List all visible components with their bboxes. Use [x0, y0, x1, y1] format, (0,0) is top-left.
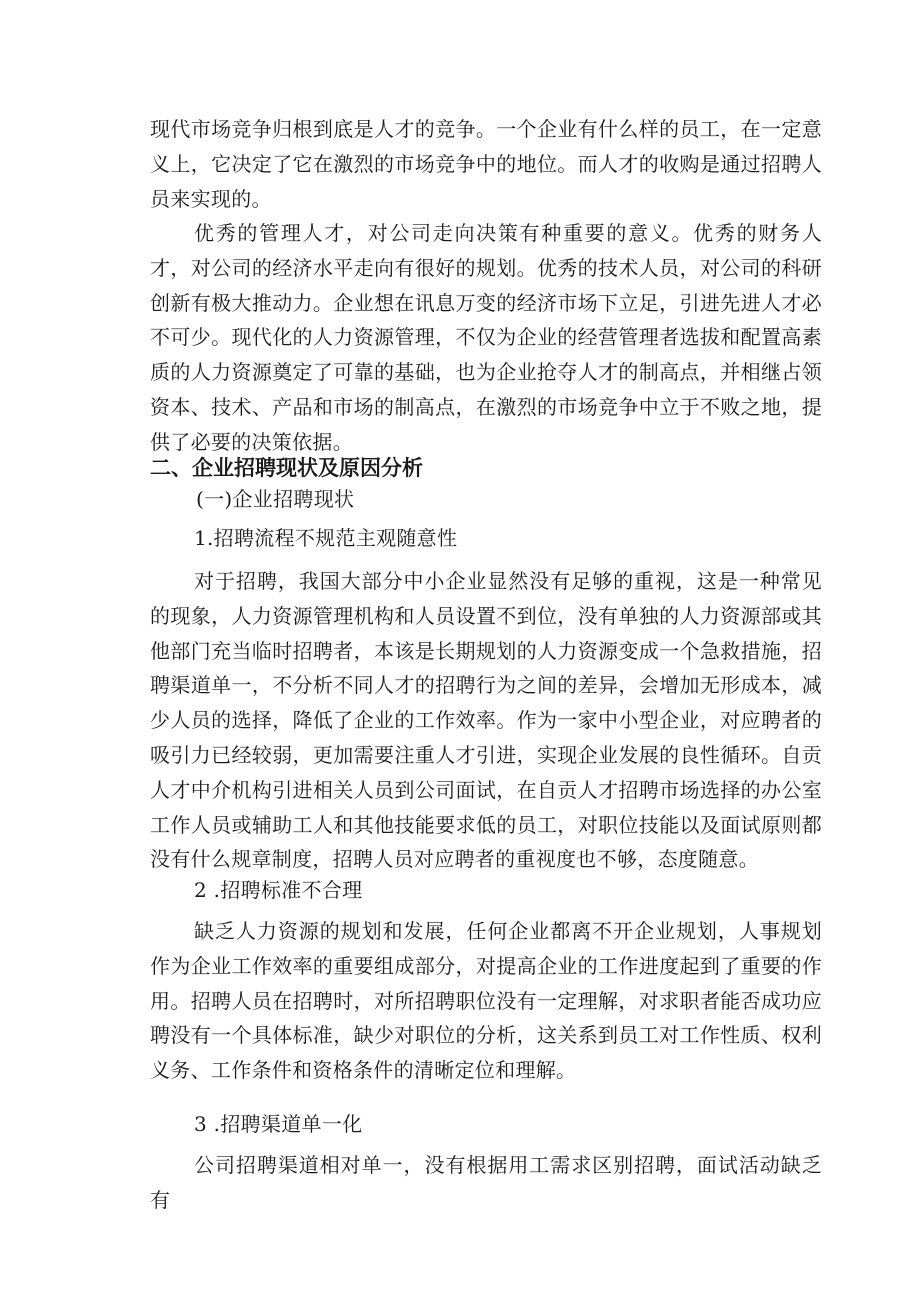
section-heading: 二、企业招聘现状及原因分析: [150, 456, 423, 480]
paragraph-recruitment-channel: 公司招聘渠道相对单一，没有根据用工需求区别招聘，面试活动缺乏有: [150, 1153, 822, 1212]
paragraph-recruitment-process: 对于招聘，我国大部分中小企业显然没有足够的重视，这是一种常见的现象，人力资源管理机构和人员设置不到位，没有单独的人力资源部或其他部门充当临时招聘者，本该是长期规划的人力资源变成一个急救措施，招聘渠道单一，不分析不同人才的招聘行为之间的差异，会增加无形成本，减少人员的选择，降低了企业的工作效率。作为一家中小型企业，对应聘者的吸引力已经较弱，更加需要注重人才引进，实现企业发展的良性循环。自贡人才中介机构引进相关人员到公司面试，在自贡人才招聘市场选择的办公室工作人员或辅助工人和其他技能要求低的员工，对职位技能以及面试原则都没有什么规章制度，招聘人员对应聘者的重视度也不够，态度随意。: [150, 569, 822, 872]
item-heading-1: 1.招聘流程不规范主观随意性: [194, 526, 458, 550]
item-heading-2: 2 .招聘标准不合理: [194, 878, 363, 902]
paragraph-talent-competition: 现代市场竞争归根到底是人才的竞争。一个企业有什么样的员工，在一定意义上，它决定了它在激烈的市场竞争中的地位。而人才的收购是通过招聘人员来实现的。: [150, 117, 822, 211]
paragraph-recruitment-standard: 缺乏人力资源的规划和发展，任何企业都离不开企业规划，人事规划作为企业工作效率的重要组成部分，对提高企业的工作进度起到了重要的作用。招聘人员在招聘时，对所招聘职位没有一定理解，对求职者能否成功应聘没有一个具体标准，缺少对职位的分析，这关系到员工对工作性质、权利义务、工作条件和资格条件的清晰定位和理解。: [150, 919, 822, 1083]
item-heading-3: 3 .招聘渠道单一化: [194, 1112, 363, 1136]
subsection-heading: (一)企业招聘现状: [196, 487, 355, 511]
paragraph-excellent-talent: 优秀的管理人才，对公司走向决策有种重要的意义。优秀的财务人才，对公司的经济水平走向有很好的规划。优秀的技术人员，对公司的科研创新有极大推动力。企业想在讯息万变的经济市场下立足，引进先进人才必不可少。现代化的人力资源管理，不仅为企业的经营管理者选拔和配置高素质的人力资源奠定了可靠的基础，也为企业抢夺人才的制高点，并相继占领资本、技术、产品和市场的制高点，在激烈的市场竞争中立于不败之地，提供了必要的决策依据。: [150, 221, 822, 454]
